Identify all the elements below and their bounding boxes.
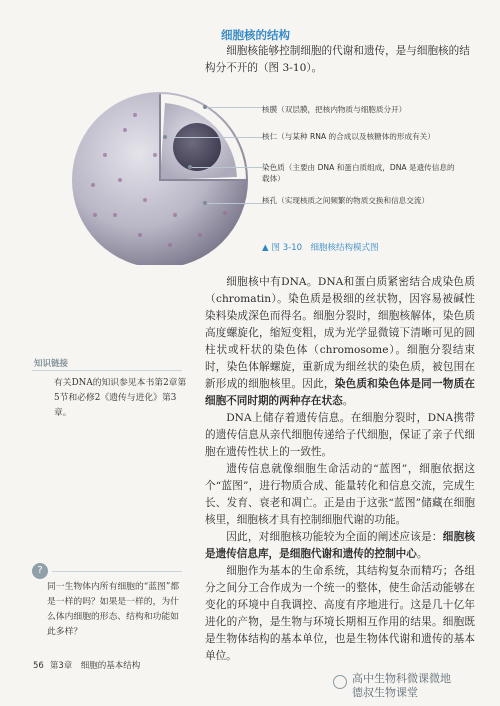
paragraph-function: 因此，对细胞核功能较为全面的阐述应该是：细胞核是遗传信息库，是细胞代谢和遗传的控制中心。 [205,531,475,560]
caption-triangle-icon: ▲ [262,243,269,253]
callout-nucleolus: 核仁（与某种 RNA 的合成以及核糖体的形成有关） [262,132,435,141]
callout-nuclear-pore: 核孔（实现核质之间频繁的物质交换和信息交流） [262,196,430,205]
chapter-title: 第3章 细胞的基本结构 [49,661,141,671]
think-divider [52,571,182,572]
paragraph-dna: DNA上储存着遗传信息。在细胞分裂时，DNA携带的遗传信息从亲代细胞传递给子代细胞，保证了亲子代细胞在遗传性状上的一致性。 [205,412,475,458]
caption-text: 图 3-10 细胞核结构模式图 [271,243,379,253]
section-title: 细胞核的结构 [221,28,290,42]
body-text [205,274,475,665]
nucleus-illustration [65,85,280,265]
intro-paragraph: 细胞核能够控制细胞的代谢和遗传，是与细胞核的结构分不开的（图 3-10）。 [205,45,470,74]
sidebar-divider [32,370,182,371]
think-text: 同一生物体内所有细胞的“蓝图”都是一样的吗？如果是一样的，为什么体内细胞的形态、结构和功能如此多样？ [47,582,180,637]
nucleolus-shape [173,123,221,171]
nucleus-figure [65,85,280,265]
paragraph-chromatin: 细胞核中有DNA。DNA和蛋白质紧密结合成染色质（chromatin）。染色质是极细的丝状物，因容易被碱性染料染成深色而得名。细胞分裂时，细胞核解体，染色质高度螺旋化，缩短变粗，成为光学显微镜下清晰可见的圆柱状或杆状的染色体（chromosome）。细胞分裂结束时，染色体解螺旋，重新成为细丝状的染色质，被包围在新形成的细胞核里。因此，染色质和染色体是同一物质在细胞不同时期的两种存在状态。 [205,276,475,407]
figure-caption [262,241,379,253]
sidebar-title: 知识链接 [34,359,69,369]
watermark: 高中生物科微课微地 德叔生物课堂 [352,672,451,699]
callout-chromatin: 染色质（主要由 DNA 和蛋白质组成，DNA 是遗传信息的载体） [262,163,455,183]
page-footer [33,659,140,671]
paragraph-blueprint: 遗传信息就像细胞生命活动的“蓝图”，细胞依据这个“蓝图”，进行物质合成、能量转化和信息交流，完成生长、发育、衰老和凋亡。正是由于这张“蓝图”储藏在细胞核里，细胞核才具有控制细胞代谢的功能。 [205,463,475,526]
callout-nuclear-envelope: 核膜（双层膜，把核内物质与细胞质分开） [262,105,407,114]
paragraph-system: 细胞作为基本的生命系统，其结构复杂而精巧；各组分之间分工合作成为一个统一的整体，使生命活动能够在变化的环境中自我调控、高度有序地进行。这是几十亿年进化的产物，是生物与环境长期相互作用的结果。细胞既是生物体结构的基本单位，也是生物体代谢和遗传的基本单位。 [205,565,475,662]
page-number: 56 [33,661,44,671]
sidebar-text: 有关DNA的知识参见本书第2章第5节和必修2《遗传与进化》第3章。 [54,378,187,418]
wechat-icon [333,675,347,689]
question-icon: ? [32,563,48,579]
